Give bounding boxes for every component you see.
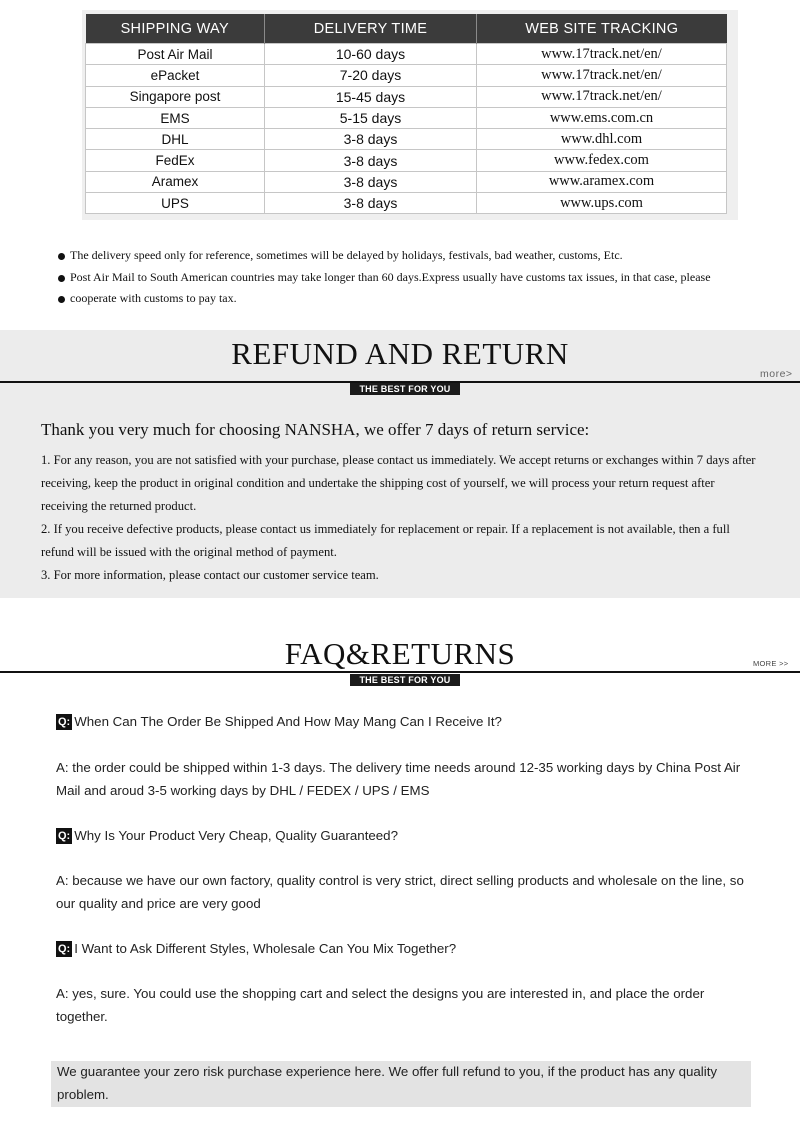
faq-item [56, 825, 756, 848]
tracking-site-cell: www.ups.com [477, 193, 727, 214]
shipping-table-panel [82, 10, 738, 220]
delivery-time-cell: 3-8 days [265, 193, 477, 214]
refund-more-link[interactable]: more> [760, 368, 793, 380]
shipping-way-cell: DHL [86, 129, 265, 150]
refund-terms [41, 449, 761, 587]
tracking-site-cell: www.17track.net/en/ [477, 65, 727, 86]
tracking-site-cell: www.ems.com.cn [477, 107, 727, 128]
table-row [86, 193, 727, 214]
delivery-time-cell: 7-20 days [265, 65, 477, 86]
table-row [86, 86, 727, 107]
shipping-table [85, 14, 727, 214]
faq-more-link[interactable]: MORE >> [753, 659, 789, 668]
faq-divider [0, 671, 800, 673]
tracking-site-cell: www.dhl.com [477, 129, 727, 150]
delivery-time-cell: 3-8 days [265, 129, 477, 150]
note-item [56, 288, 776, 310]
faq-tagline-badge: THE BEST FOR YOU [350, 674, 460, 686]
tracking-site-cell: www.17track.net/en/ [477, 86, 727, 107]
question-badge: Q: [58, 830, 71, 842]
column-header-delivery-time: DELIVERY TIME [265, 14, 477, 44]
tracking-site-cell: www.aramex.com [477, 171, 727, 192]
delivery-time-cell: 3-8 days [265, 171, 477, 192]
faq-question [56, 825, 756, 848]
refund-term-item: 1. For any reason, you are not satisfied with your purchase, please contact us immediately. We accept returns or exchanges within 7 days after receiving, keep the product in original condition and undertake the shipping cost of yourself, we will process your return request after receiving the returned product. [41, 453, 756, 513]
delivery-time-cell: 15-45 days [265, 86, 477, 107]
faq-answer: A: yes, sure. You could use the shopping cart and select the designs you are interested in, and place the order together. [56, 986, 705, 1024]
table-row [86, 44, 727, 65]
delivery-time-cell: 10-60 days [265, 44, 477, 65]
shipping-way-cell: FedEx [86, 150, 265, 171]
shipping-way-cell: ePacket [86, 65, 265, 86]
shipping-way-cell: Singapore post [86, 86, 265, 107]
bullet-icon [58, 253, 65, 260]
column-header-shipping-way: SHIPPING WAY [86, 14, 265, 44]
table-row [86, 171, 727, 192]
note-text: cooperate with customs to pay tax. [70, 291, 237, 305]
faq-answer: A: the order could be shipped within 1-3 days. The delivery time needs around 12-35 working days by China Post Air Mail and aroud 3-5 working days by DHL / FEDEX / UPS / EMS [56, 760, 741, 798]
question-badge: Q: [58, 716, 71, 728]
guarantee-banner: We guarantee your zero risk purchase experience here. We offer full refund to you, if the product has any quality problem. [51, 1061, 751, 1107]
tracking-site-cell: www.fedex.com [477, 150, 727, 171]
shipping-way-cell: Aramex [86, 171, 265, 192]
refund-section-title: REFUND AND RETURN [231, 336, 569, 371]
faq-question-text: I Want to Ask Different Styles, Wholesale Can You Mix Together? [74, 941, 457, 956]
column-header-tracking: WEB SITE TRACKING [477, 14, 727, 44]
faq-question [56, 938, 756, 961]
refund-tagline-badge: THE BEST FOR YOU [350, 383, 460, 395]
shipping-way-cell: Post Air Mail [86, 44, 265, 65]
note-text: Post Air Mail to South American countries may take longer than 60 days.Express usually have customs tax issues, in that case, please [70, 269, 711, 284]
bullet-icon [58, 296, 65, 303]
faq-item [56, 938, 756, 961]
shipping-way-cell: EMS [86, 107, 265, 128]
shipping-notes [56, 245, 776, 310]
table-header-row [86, 14, 727, 44]
note-text: The delivery speed only for reference, sometimes will be delayed by holidays, festivals, bad weather, customs, Etc. [70, 248, 623, 262]
faq-question [56, 711, 756, 734]
delivery-time-cell: 3-8 days [265, 150, 477, 171]
refund-term-item: 2. If you receive defective products, please contact us immediately for replacement or repair. If a replacement is not available, then a full refund will be issued with the original method of payment. [41, 522, 730, 559]
table-row [86, 150, 727, 171]
shipping-way-cell: UPS [86, 193, 265, 214]
question-badge: Q: [58, 943, 71, 955]
refund-intro: Thank you very much for choosing NANSHA, we offer 7 days of return service: [41, 420, 590, 439]
note-item [56, 267, 776, 289]
tracking-site-cell: www.17track.net/en/ [477, 44, 727, 65]
faq-section-title: FAQ&RETURNS [284, 636, 516, 671]
faq-answer: A: because we have our own factory, quality control is very strict, direct selling products and wholesale on the line, so our quality and price are very good [56, 873, 744, 911]
faq-question-text: When Can The Order Be Shipped And How May Mang Can I Receive It? [74, 714, 502, 729]
faq-item [56, 711, 756, 734]
table-row [86, 65, 727, 86]
note-item [56, 245, 776, 267]
delivery-time-cell: 5-15 days [265, 107, 477, 128]
refund-term-item: 3. For more information, please contact our customer service team. [41, 568, 379, 582]
table-row [86, 107, 727, 128]
table-row [86, 129, 727, 150]
bullet-icon [58, 275, 65, 282]
faq-question-text: Why Is Your Product Very Cheap, Quality Guaranteed? [74, 828, 398, 843]
